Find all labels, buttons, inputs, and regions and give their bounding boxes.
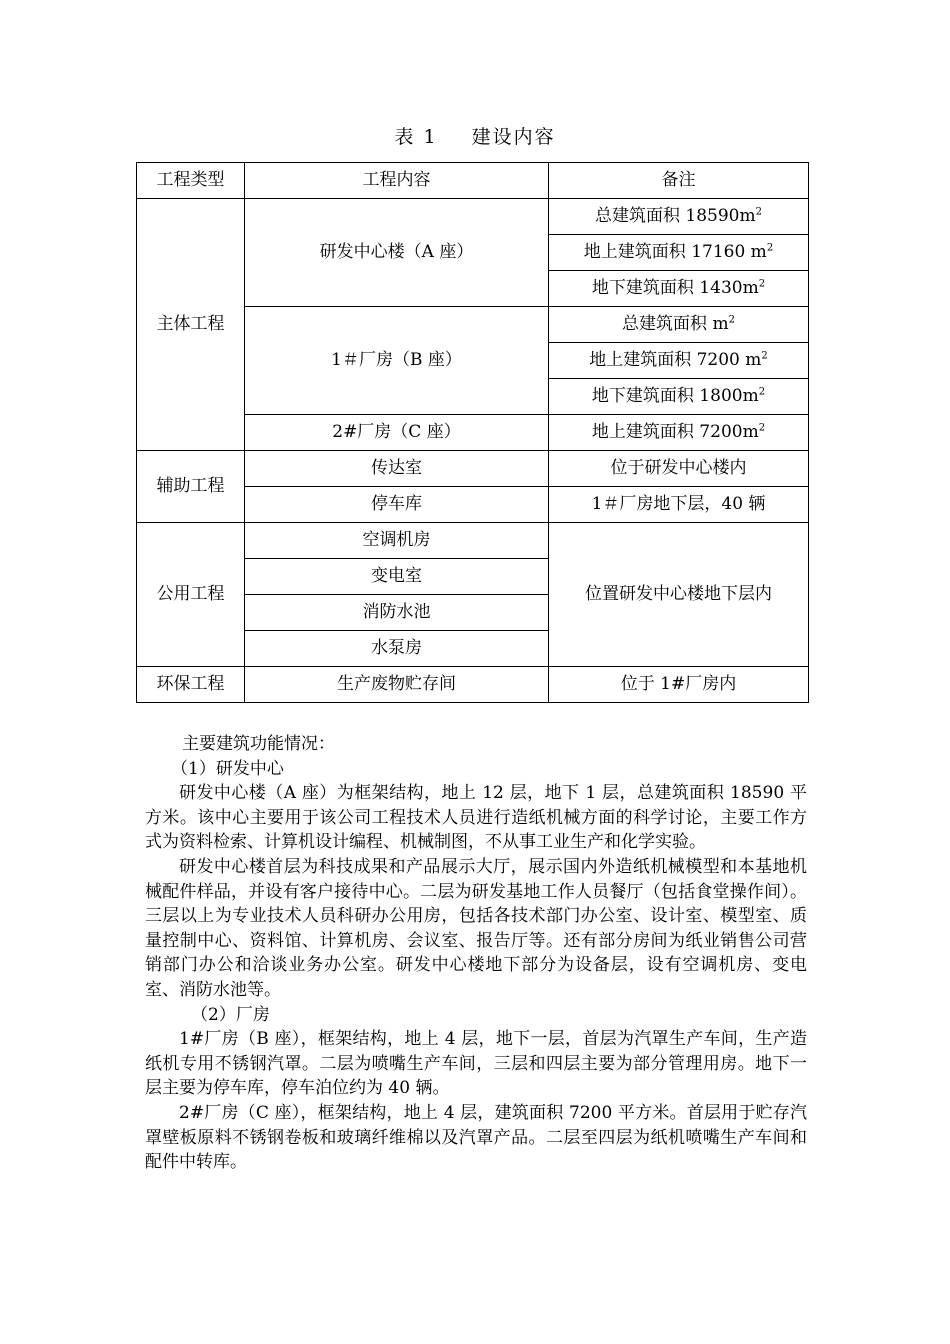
table-title-text: 建设内容 — [471, 126, 556, 148]
content-cell: 停车库 — [245, 487, 549, 523]
body-text — [145, 732, 807, 1175]
content-cell: 传达室 — [245, 451, 549, 487]
table-header-row — [137, 163, 809, 199]
note-cell: 1＃厂房地下层，40 辆 — [549, 487, 809, 523]
table-row — [137, 523, 809, 559]
content-cell: 变电室 — [245, 559, 549, 595]
note-cell: 位于研发中心楼内 — [549, 451, 809, 487]
header-cell: 备注 — [549, 163, 809, 199]
content-cell: 水泵房 — [245, 631, 549, 667]
content-cell: 生产废物贮存间 — [245, 667, 549, 703]
table-title — [0, 122, 950, 149]
content-cell: 2#厂房（C 座） — [245, 415, 549, 451]
type-cell: 辅助工程 — [137, 451, 245, 523]
table-row — [137, 199, 809, 235]
table-row — [137, 451, 809, 487]
type-cell: 主体工程 — [137, 199, 245, 451]
table-row — [137, 667, 809, 703]
note-cell: 地上建筑面积 $7200m^2$ — [549, 415, 809, 451]
content-cell: 1＃厂房（B 座） — [245, 307, 549, 415]
paragraph: 研发中心楼（A 座）为框架结构，地上 12 层，地下 1 层，总建筑面积 18590 平方米。该中心主要用于该公司工程技术人员进行造纸机械方面的科学讨论，主要工作方式为资料检索、计算机设计编程、机械制图，不从事工业生产和化学实验。 — [145, 783, 807, 853]
subsection-title: （1）研发中心 — [171, 758, 284, 779]
paragraph: 研发中心楼首层为科技成果和产品展示大厅，展示国内外造纸机械模型和本基地机械配件样品，并设有客户接待中心。二层为研发基地工作人员餐厅（包括食堂操作间）。三层以上为专业技术人员科研办公用房，包括各技术部门办公室、设计室、模型室、质量控制中心、资料馆、计算机房、会议室、报告厅等。还有部分房间为纸业销售公司营销部门办公和洽谈业务办公室。研发中心楼地下部分为设备层，设有空调机房、变电室、消防水池等。 — [145, 856, 807, 1000]
header-cell: 工程内容 — [245, 163, 549, 199]
construction-content-table — [136, 162, 809, 703]
note-cell: 地上建筑面积 17160 $m^2$ — [549, 235, 809, 271]
section-heading: 主要建筑功能情况： — [182, 734, 335, 754]
type-cell: 环保工程 — [137, 667, 245, 703]
content-cell: 空调机房 — [245, 523, 549, 559]
note-cell: 总建筑面积 $m^2$ — [549, 307, 809, 343]
paragraph: 1#厂房（B 座），框架结构，地上 4 层，地下一层，首层为汽罩生产车间，生产造纸机专用不锈钢汽罩。二层为喷嘴生产车间，三层和四层主要为部分管理用房。地下一层主要为停车库，停车泊位约为 40 辆。 — [145, 1029, 807, 1099]
note-cell: 位于 1#厂房内 — [549, 667, 809, 703]
note-cell: 位置研发中心楼地下层内 — [549, 523, 809, 667]
type-cell: 公用工程 — [137, 523, 245, 667]
table-title-label: 表 1 — [394, 126, 438, 148]
note-cell: 地上建筑面积 7200 $m^2$ — [549, 343, 809, 379]
note-cell: 总建筑面积 $18590m^2$ — [549, 199, 809, 235]
note-cell: 地下建筑面积 $1430m^2$ — [549, 271, 809, 307]
subsection-title: （2）厂房 — [191, 1004, 270, 1025]
content-cell: 消防水池 — [245, 595, 549, 631]
note-cell: 地下建筑面积 $1800m^2$ — [549, 379, 809, 415]
paragraph: 2#厂房（C 座），框架结构，地上 4 层，建筑面积 7200 平方米。首层用于贮存汽罩壁板原料不锈钢卷板和玻璃纤维棉以及汽罩产品。二层至四层为纸机喷嘴生产车间和配件中转库。 — [145, 1102, 807, 1173]
content-cell: 研发中心楼（A 座） — [245, 199, 549, 307]
header-cell: 工程类型 — [137, 163, 245, 199]
